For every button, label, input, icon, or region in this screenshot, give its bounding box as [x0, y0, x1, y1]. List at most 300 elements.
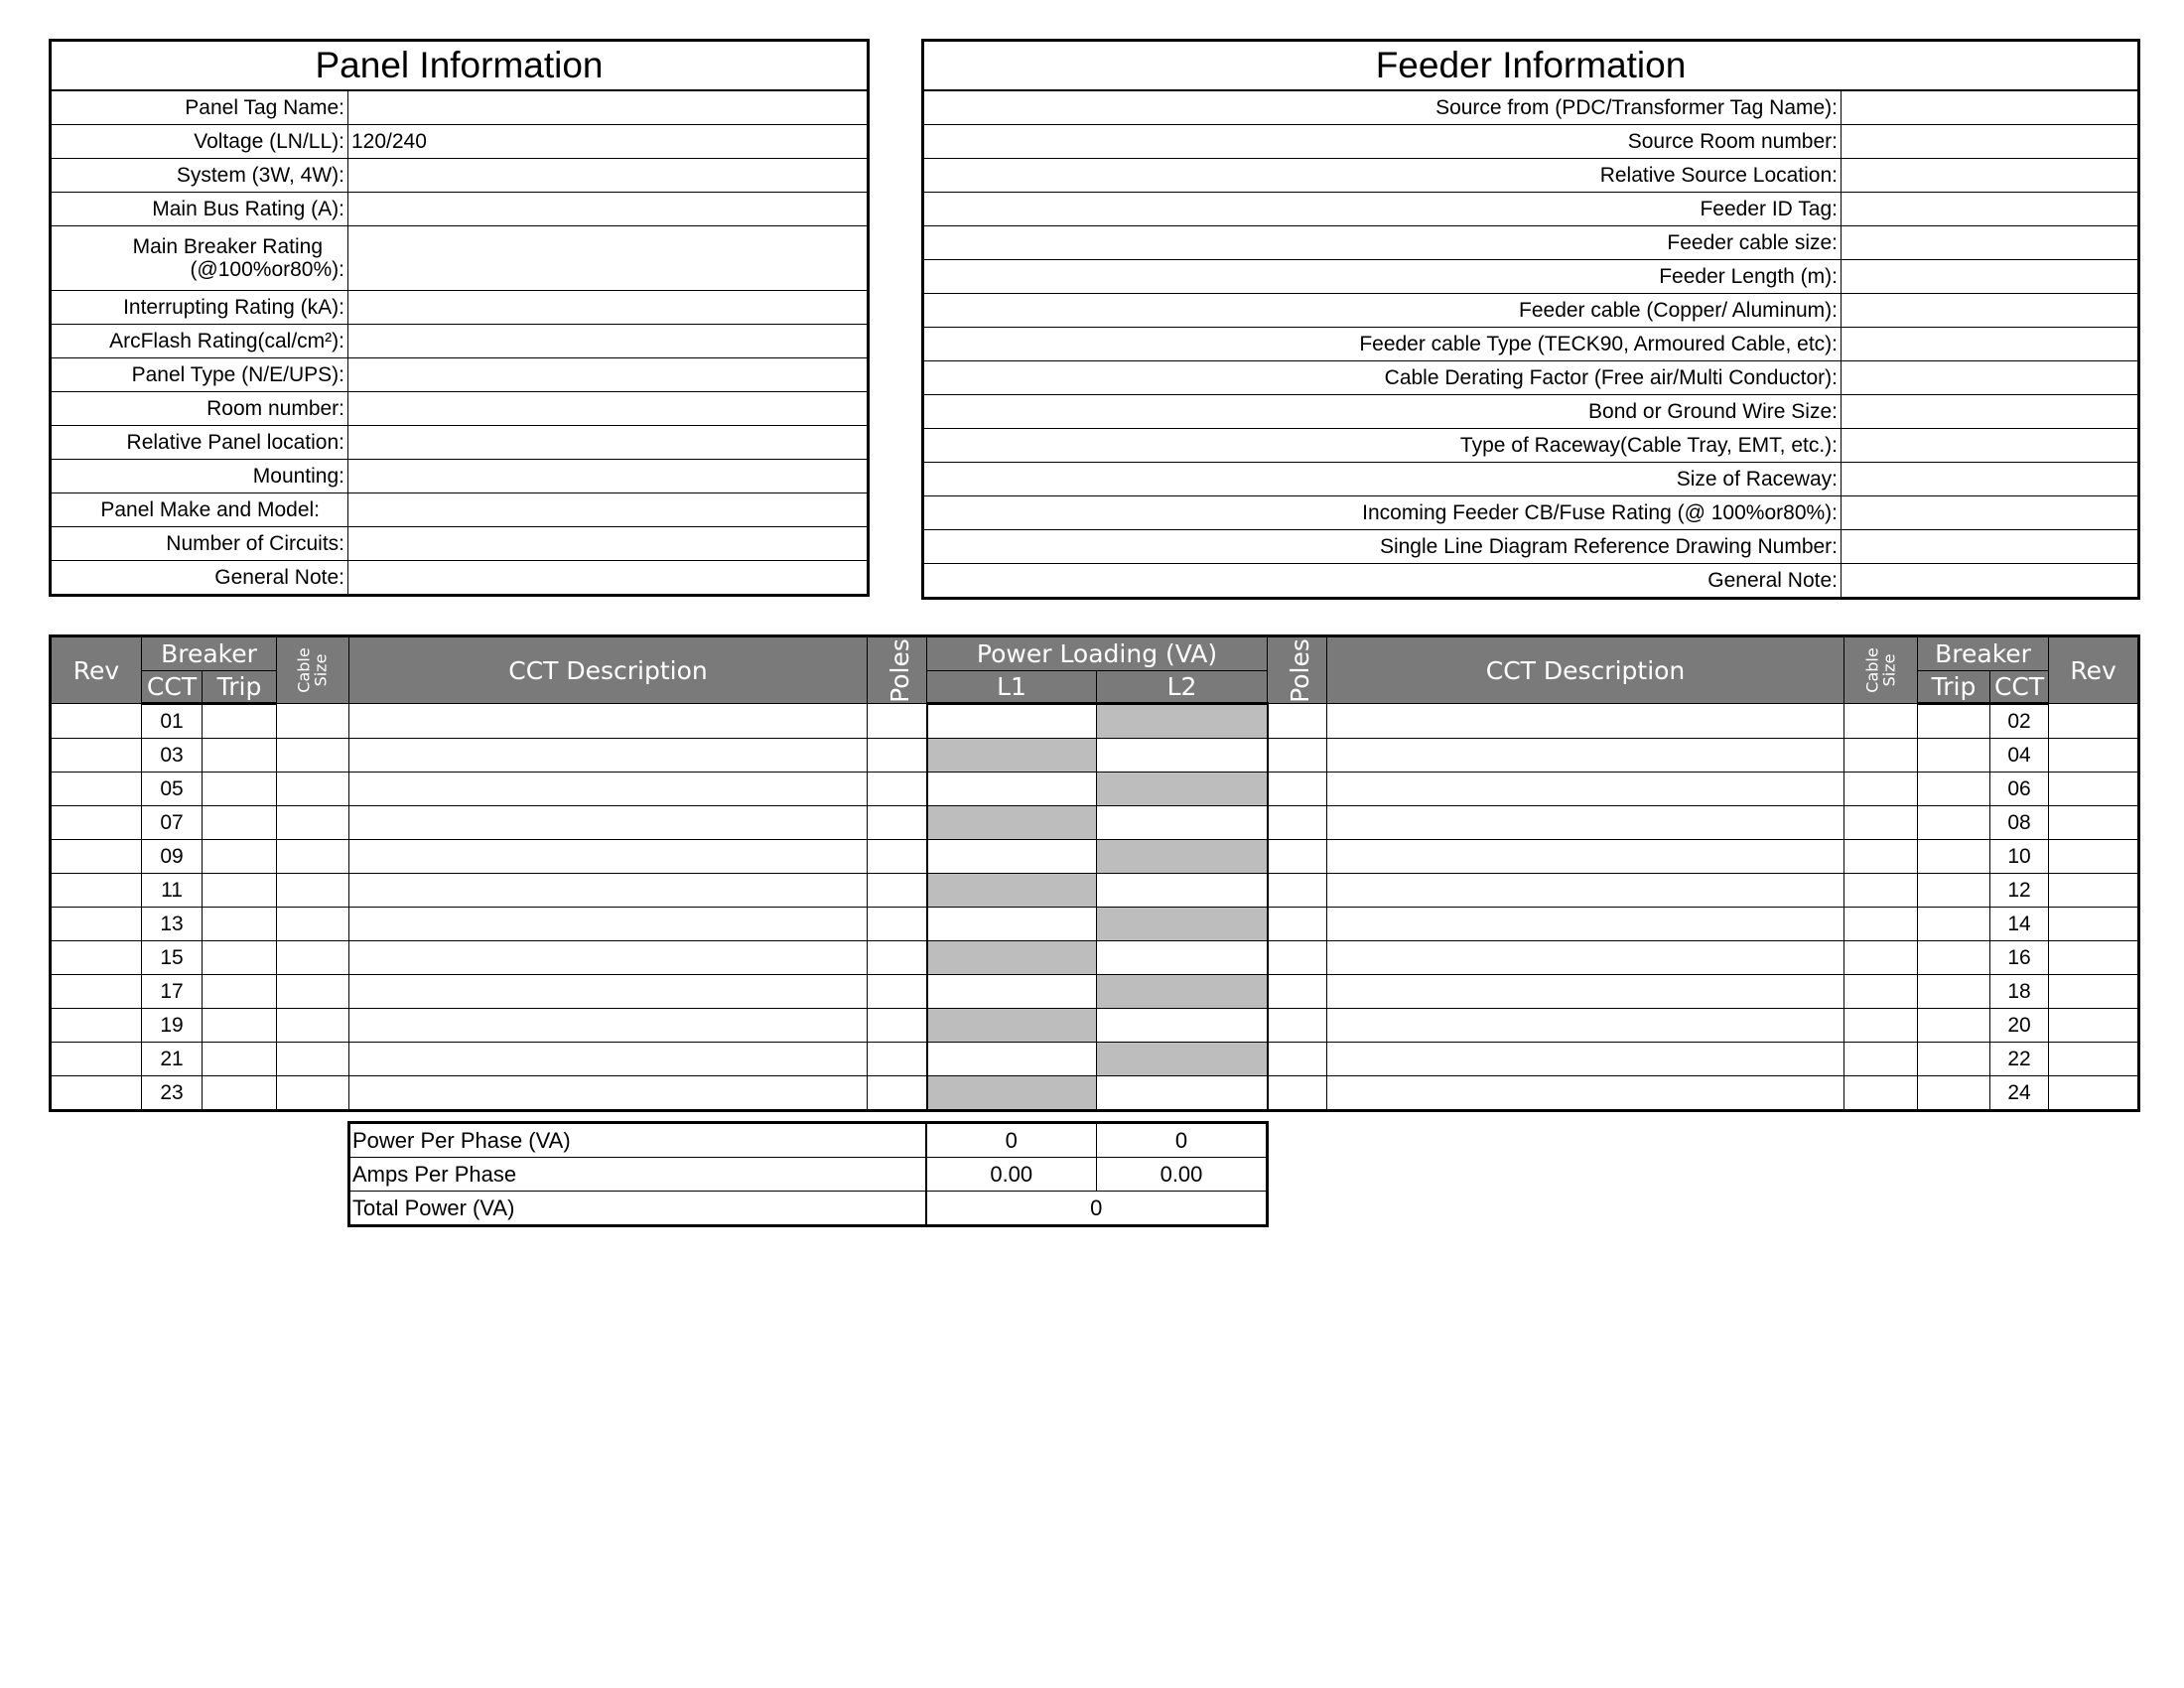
- poles-cell-right[interactable]: [1268, 840, 1327, 874]
- feeder-info-row: [923, 226, 2139, 260]
- power-per-phase-l1[interactable]: 0: [926, 1123, 1097, 1158]
- cct-number-right: 04: [1990, 739, 2049, 773]
- panel-info-value[interactable]: [348, 561, 869, 596]
- cable-size-cell-left[interactable]: [277, 704, 349, 739]
- panel-info-row: [51, 460, 869, 493]
- power-per-phase-row: [349, 1123, 1268, 1158]
- rev-cell-right[interactable]: [2049, 704, 2139, 739]
- l1-load-cell[interactable]: [927, 806, 1097, 840]
- rev-cell-left[interactable]: [51, 739, 142, 773]
- power-loading-header: Power Loading (VA): [927, 636, 1268, 671]
- l1-load-cell[interactable]: [927, 773, 1097, 806]
- l2-load-cell[interactable]: [1097, 908, 1268, 941]
- feeder-info-label: Feeder ID Tag:: [923, 193, 1842, 226]
- l1-load-cell[interactable]: [927, 908, 1097, 941]
- trip-cell-left[interactable]: [203, 739, 277, 773]
- cct-header-left: CCT: [142, 671, 203, 704]
- cct-description-cell-right[interactable]: [1327, 840, 1844, 874]
- feeder-info-label: Relative Source Location:: [923, 159, 1842, 193]
- cable-size-cell-left[interactable]: [277, 1076, 349, 1111]
- feeder-info-label: Type of Raceway(Cable Tray, EMT, etc.):: [923, 429, 1842, 463]
- cct-description-cell-left[interactable]: [349, 1009, 868, 1043]
- rev-cell-right[interactable]: [2049, 908, 2139, 941]
- feeder-info-value[interactable]: [1842, 530, 2139, 564]
- circuit-row: [51, 1076, 2139, 1111]
- poles-cell-right[interactable]: [1268, 704, 1327, 739]
- total-power-value[interactable]: 0: [926, 1192, 1268, 1226]
- poles-cell-left[interactable]: [868, 806, 927, 840]
- cct-description-cell-left[interactable]: [349, 840, 868, 874]
- cct-description-cell-left[interactable]: [349, 1043, 868, 1076]
- trip-cell-left[interactable]: [203, 773, 277, 806]
- panel-info-label: ArcFlash Rating(cal/cm²):: [51, 325, 348, 358]
- panel-info-row: [51, 527, 869, 561]
- l1-header: L1: [927, 671, 1097, 704]
- rev-cell-right[interactable]: [2049, 773, 2139, 806]
- feeder-info-value[interactable]: [1842, 294, 2139, 328]
- poles-cell-left[interactable]: [868, 1043, 927, 1076]
- panel-info-label: Panel Type (N/E/UPS):: [51, 358, 348, 392]
- panel-info-label: Panel Tag Name:: [51, 90, 348, 125]
- l2-load-cell[interactable]: [1097, 1043, 1268, 1076]
- poles-cell-left[interactable]: [868, 739, 927, 773]
- rev-cell-right[interactable]: [2049, 1076, 2139, 1111]
- trip-cell-right[interactable]: [1918, 1043, 1990, 1076]
- amps-per-phase-l1[interactable]: 0.00: [926, 1158, 1097, 1192]
- cct-number-right: 18: [1990, 975, 2049, 1009]
- circuit-row: [51, 773, 2139, 806]
- panel-info-value[interactable]: [348, 527, 869, 561]
- l1-load-cell[interactable]: [927, 874, 1097, 908]
- cct-number-left: 23: [142, 1076, 203, 1111]
- total-power-label: Total Power (VA): [349, 1192, 926, 1226]
- l2-load-cell[interactable]: [1097, 806, 1268, 840]
- feeder-info-label: Incoming Feeder CB/Fuse Rating (@ 100%or80%):: [923, 496, 1842, 530]
- feeder-info-value[interactable]: [1842, 159, 2139, 193]
- cable-size-cell-left[interactable]: [277, 840, 349, 874]
- trip-header-right: Trip: [1918, 671, 1990, 704]
- l2-load-cell[interactable]: [1097, 1076, 1268, 1111]
- feeder-info-label: Feeder Length (m):: [923, 260, 1842, 294]
- feeder-info-row: [923, 294, 2139, 328]
- feeder-info-value[interactable]: [1842, 395, 2139, 429]
- cct-description-cell-left[interactable]: [349, 739, 868, 773]
- feeder-info-row: [923, 530, 2139, 564]
- feeder-info-label: Single Line Diagram Reference Drawing Number:: [923, 530, 1842, 564]
- poles-cell-right[interactable]: [1268, 739, 1327, 773]
- total-power-row: [349, 1192, 1268, 1226]
- panel-info-label: System (3W, 4W):: [51, 159, 348, 193]
- poles-cell-right[interactable]: [1268, 1009, 1327, 1043]
- l2-load-cell[interactable]: [1097, 975, 1268, 1009]
- cct-description-cell-right[interactable]: [1327, 975, 1844, 1009]
- cct-description-cell-left[interactable]: [349, 806, 868, 840]
- rev-cell-right[interactable]: [2049, 1043, 2139, 1076]
- feeder-info-value[interactable]: [1842, 193, 2139, 226]
- cable-size-cell-right[interactable]: [1844, 773, 1918, 806]
- poles-cell-left[interactable]: [868, 941, 927, 975]
- feeder-info-label: Feeder cable Type (TECK90, Armoured Cable, etc):: [923, 328, 1842, 361]
- poles-cell-left[interactable]: [868, 874, 927, 908]
- cable-size-cell-left[interactable]: [277, 874, 349, 908]
- l1-load-cell[interactable]: [927, 1009, 1097, 1043]
- cct-description-cell-left[interactable]: [349, 773, 868, 806]
- poles-cell-left[interactable]: [868, 840, 927, 874]
- cct-number-right: 08: [1990, 806, 2049, 840]
- l1-load-cell[interactable]: [927, 975, 1097, 1009]
- cct-number-right: 02: [1990, 704, 2049, 739]
- feeder-info-label: Source from (PDC/Transformer Tag Name):: [923, 90, 1842, 125]
- poles-cell-left[interactable]: [868, 975, 927, 1009]
- circuit-row: [51, 1043, 2139, 1076]
- cct-number-left: 09: [142, 840, 203, 874]
- panel-info-value[interactable]: [348, 159, 869, 193]
- trip-cell-right[interactable]: [1918, 1009, 1990, 1043]
- cct-number-left: 03: [142, 739, 203, 773]
- feeder-information-title: Feeder Information: [923, 41, 2139, 91]
- feeder-info-value[interactable]: [1842, 463, 2139, 496]
- rev-cell-left[interactable]: [51, 1009, 142, 1043]
- panel-info-value[interactable]: [348, 392, 869, 426]
- circuit-row: [51, 840, 2139, 874]
- poles-cell-right[interactable]: [1268, 975, 1327, 1009]
- feeder-info-row: [923, 125, 2139, 159]
- trip-cell-right[interactable]: [1918, 773, 1990, 806]
- l1-load-cell[interactable]: [927, 1076, 1097, 1111]
- cct-number-left: 19: [142, 1009, 203, 1043]
- trip-cell-left[interactable]: [203, 840, 277, 874]
- cct-description-cell-right[interactable]: [1327, 739, 1844, 773]
- circuit-row: [51, 908, 2139, 941]
- feeder-info-value[interactable]: [1842, 90, 2139, 125]
- l2-load-cell[interactable]: [1097, 840, 1268, 874]
- poles-cell-right[interactable]: [1268, 1043, 1327, 1076]
- poles-cell-right[interactable]: [1268, 773, 1327, 806]
- feeder-info-label: Source Room number:: [923, 125, 1842, 159]
- panel-info-value[interactable]: [348, 426, 869, 460]
- rev-cell-left[interactable]: [51, 874, 142, 908]
- panel-info-row: [51, 125, 869, 159]
- cable-size-cell-left[interactable]: [277, 941, 349, 975]
- panel-info-label: Relative Panel location:: [51, 426, 348, 460]
- panel-info-row: [51, 493, 869, 527]
- feeder-info-row: [923, 328, 2139, 361]
- cct-header-right: CCT: [1990, 671, 2049, 704]
- feeder-info-value[interactable]: [1842, 328, 2139, 361]
- panel-info-value[interactable]: [348, 358, 869, 392]
- feeder-info-value[interactable]: [1842, 260, 2139, 294]
- cct-description-cell-right[interactable]: [1327, 908, 1844, 941]
- power-per-phase-l2[interactable]: 0: [1097, 1123, 1268, 1158]
- panel-info-label: Voltage (LN/LL):: [51, 125, 348, 159]
- cct-number-right: 06: [1990, 773, 2049, 806]
- trip-cell-right[interactable]: [1918, 975, 1990, 1009]
- panel-info-label: Panel Make and Model:: [51, 493, 348, 527]
- panel-info-value[interactable]: [348, 493, 869, 527]
- cable-size-cell-right[interactable]: [1844, 941, 1918, 975]
- cable-size-cell-right[interactable]: [1844, 806, 1918, 840]
- rev-cell-left[interactable]: [51, 908, 142, 941]
- l2-load-cell[interactable]: [1097, 941, 1268, 975]
- panel-info-row: [51, 291, 869, 325]
- cct-description-header-right: CCT Description: [1327, 636, 1844, 704]
- feeder-info-row: [923, 429, 2139, 463]
- l1-load-cell[interactable]: [927, 1043, 1097, 1076]
- feeder-info-label: Cable Derating Factor (Free air/Multi Conductor):: [923, 361, 1842, 395]
- feeder-info-value[interactable]: [1842, 226, 2139, 260]
- panel-info-value[interactable]: [348, 291, 869, 325]
- panel-info-value[interactable]: 120/240: [348, 125, 869, 159]
- rev-cell-left[interactable]: [51, 975, 142, 1009]
- poles-cell-right[interactable]: [1268, 941, 1327, 975]
- panel-info-label: Interrupting Rating (kA):: [51, 291, 348, 325]
- cct-number-left: 11: [142, 874, 203, 908]
- cable-size-cell-left[interactable]: [277, 739, 349, 773]
- feeder-info-row: [923, 90, 2139, 125]
- panel-info-value[interactable]: [348, 460, 869, 493]
- l1-load-cell[interactable]: [927, 941, 1097, 975]
- cct-description-cell-left[interactable]: [349, 941, 868, 975]
- circuit-row: [51, 874, 2139, 908]
- poles-cell-right[interactable]: [1268, 908, 1327, 941]
- cable-size-cell-right[interactable]: [1844, 1043, 1918, 1076]
- l2-load-cell[interactable]: [1097, 874, 1268, 908]
- poles-cell-left[interactable]: [868, 1076, 927, 1111]
- l1-load-cell[interactable]: [927, 739, 1097, 773]
- circuit-row: [51, 975, 2139, 1009]
- trip-cell-right[interactable]: [1918, 941, 1990, 975]
- cable-size-cell-right[interactable]: [1844, 704, 1918, 739]
- panel-info-value[interactable]: [348, 90, 869, 125]
- cct-description-header-left: CCT Description: [349, 636, 868, 704]
- trip-cell-left[interactable]: [203, 1009, 277, 1043]
- l2-load-cell[interactable]: [1097, 1009, 1268, 1043]
- cable-size-cell-right[interactable]: [1844, 975, 1918, 1009]
- feeder-info-value[interactable]: [1842, 361, 2139, 395]
- l2-header: L2: [1097, 671, 1268, 704]
- cct-number-left: 13: [142, 908, 203, 941]
- circuit-row: [51, 739, 2139, 773]
- rev-cell-right[interactable]: [2049, 739, 2139, 773]
- l1-load-cell[interactable]: [927, 840, 1097, 874]
- cct-description-cell-left[interactable]: [349, 1076, 868, 1111]
- panel-info-label: Main Bus Rating (A):: [51, 193, 348, 226]
- rev-cell-left[interactable]: [51, 1076, 142, 1111]
- panel-information-table: [49, 39, 870, 597]
- cct-description-cell-right[interactable]: [1327, 1009, 1844, 1043]
- cct-description-cell-right[interactable]: [1327, 773, 1844, 806]
- feeder-info-label: Feeder cable (Copper/ Aluminum):: [923, 294, 1842, 328]
- feeder-info-row: [923, 193, 2139, 226]
- feeder-info-row: [923, 496, 2139, 530]
- poles-cell-right[interactable]: [1268, 1076, 1327, 1111]
- trip-cell-right[interactable]: [1918, 806, 1990, 840]
- feeder-info-row: [923, 564, 2139, 599]
- rev-cell-right[interactable]: [2049, 840, 2139, 874]
- panel-info-value[interactable]: [348, 226, 869, 291]
- rev-cell-right[interactable]: [2049, 975, 2139, 1009]
- power-per-phase-label: Power Per Phase (VA): [349, 1123, 926, 1158]
- trip-cell-left[interactable]: [203, 975, 277, 1009]
- l1-load-cell[interactable]: [927, 704, 1097, 739]
- feeder-info-row: [923, 395, 2139, 429]
- rev-cell-right[interactable]: [2049, 806, 2139, 840]
- panel-info-row: [51, 193, 869, 226]
- cable-size-cell-right[interactable]: [1844, 1076, 1918, 1111]
- rev-cell-left[interactable]: [51, 704, 142, 739]
- trip-cell-right[interactable]: [1918, 908, 1990, 941]
- rev-cell-left[interactable]: [51, 1043, 142, 1076]
- trip-cell-right[interactable]: [1918, 739, 1990, 773]
- panel-info-row: [51, 426, 869, 460]
- circuit-row: [51, 941, 2139, 975]
- trip-cell-left[interactable]: [203, 704, 277, 739]
- cct-number-right: 12: [1990, 874, 2049, 908]
- circuit-row: [51, 1009, 2139, 1043]
- cable-size-cell-left[interactable]: [277, 773, 349, 806]
- cable-size-header-left: Cable Size: [277, 636, 349, 704]
- rev-header-right: Rev: [2049, 636, 2139, 704]
- breaker-header-right: Breaker: [1918, 636, 2049, 671]
- feeder-information-table: [921, 39, 2140, 600]
- trip-cell-right[interactable]: [1918, 704, 1990, 739]
- poles-header-right: Poles: [1268, 636, 1327, 704]
- circuit-row: [51, 806, 2139, 840]
- trip-cell-left[interactable]: [203, 806, 277, 840]
- panel-info-label: Main Breaker Rating (@100%or80%):: [51, 226, 348, 291]
- rev-cell-left[interactable]: [51, 773, 142, 806]
- circuit-schedule-table: [49, 634, 2140, 1112]
- rev-cell-right[interactable]: [2049, 1009, 2139, 1043]
- cct-number-right: 20: [1990, 1009, 2049, 1043]
- cct-description-cell-right[interactable]: [1327, 874, 1844, 908]
- poles-cell-left[interactable]: [868, 908, 927, 941]
- poles-header-left: Poles: [868, 636, 927, 704]
- cable-size-cell-right[interactable]: [1844, 840, 1918, 874]
- trip-cell-left[interactable]: [203, 1076, 277, 1111]
- feeder-info-value[interactable]: [1842, 564, 2139, 599]
- cct-description-cell-left[interactable]: [349, 874, 868, 908]
- trip-cell-left[interactable]: [203, 874, 277, 908]
- trip-cell-left[interactable]: [203, 941, 277, 975]
- panel-info-value[interactable]: [348, 325, 869, 358]
- feeder-info-value[interactable]: [1842, 429, 2139, 463]
- amps-per-phase-l2[interactable]: 0.00: [1097, 1158, 1268, 1192]
- cable-size-cell-left[interactable]: [277, 806, 349, 840]
- feeder-info-label: Bond or Ground Wire Size:: [923, 395, 1842, 429]
- panel-info-label: Room number:: [51, 392, 348, 426]
- feeder-info-row: [923, 159, 2139, 193]
- cable-size-cell-left[interactable]: [277, 975, 349, 1009]
- panel-information-title: Panel Information: [51, 41, 869, 91]
- panel-info-row: [51, 358, 869, 392]
- cable-size-cell-right[interactable]: [1844, 739, 1918, 773]
- cct-number-left: 07: [142, 806, 203, 840]
- cct-number-right: 24: [1990, 1076, 2049, 1111]
- feeder-info-row: [923, 361, 2139, 395]
- cct-number-left: 21: [142, 1043, 203, 1076]
- rev-header-left: Rev: [51, 636, 142, 704]
- cct-number-left: 01: [142, 704, 203, 739]
- panel-info-row: [51, 90, 869, 125]
- cable-size-cell-right[interactable]: [1844, 874, 1918, 908]
- cct-description-cell-right[interactable]: [1327, 941, 1844, 975]
- trip-cell-left[interactable]: [203, 1043, 277, 1076]
- rev-cell-left[interactable]: [51, 806, 142, 840]
- cable-size-cell-left[interactable]: [277, 1009, 349, 1043]
- cct-description-cell-left[interactable]: [349, 908, 868, 941]
- cable-size-cell-right[interactable]: [1844, 908, 1918, 941]
- feeder-info-row: [923, 260, 2139, 294]
- rev-cell-right[interactable]: [2049, 941, 2139, 975]
- amps-per-phase-row: [349, 1158, 1268, 1192]
- poles-cell-right[interactable]: [1268, 874, 1327, 908]
- panel-info-value[interactable]: [348, 193, 869, 226]
- breaker-header-left: Breaker: [142, 636, 277, 671]
- cct-number-right: 16: [1990, 941, 2049, 975]
- cct-number-right: 22: [1990, 1043, 2049, 1076]
- poles-cell-left[interactable]: [868, 704, 927, 739]
- cct-description-cell-left[interactable]: [349, 975, 868, 1009]
- panel-info-label: General Note:: [51, 561, 348, 596]
- poles-cell-left[interactable]: [868, 1009, 927, 1043]
- cct-number-right: 14: [1990, 908, 2049, 941]
- trip-cell-right[interactable]: [1918, 1076, 1990, 1111]
- cable-size-header-right: Cable Size: [1844, 636, 1918, 704]
- cable-size-cell-left[interactable]: [277, 908, 349, 941]
- feeder-info-value[interactable]: [1842, 125, 2139, 159]
- panel-info-row: [51, 392, 869, 426]
- trip-cell-right[interactable]: [1918, 874, 1990, 908]
- feeder-info-label: Size of Raceway:: [923, 463, 1842, 496]
- feeder-info-label: Feeder cable size:: [923, 226, 1842, 260]
- poles-cell-right[interactable]: [1268, 806, 1327, 840]
- cct-description-cell-right[interactable]: [1327, 806, 1844, 840]
- cct-number-left: 15: [142, 941, 203, 975]
- rev-cell-left[interactable]: [51, 941, 142, 975]
- cct-description-cell-right[interactable]: [1327, 1076, 1844, 1111]
- trip-cell-left[interactable]: [203, 908, 277, 941]
- feeder-info-row: [923, 463, 2139, 496]
- cct-description-cell-left[interactable]: [349, 704, 868, 739]
- panel-info-row: [51, 159, 869, 193]
- feeder-info-label: General Note:: [923, 564, 1842, 599]
- cct-number-left: 17: [142, 975, 203, 1009]
- panel-info-row: [51, 325, 869, 358]
- cct-description-cell-right[interactable]: [1327, 1043, 1844, 1076]
- amps-per-phase-label: Amps Per Phase: [349, 1158, 926, 1192]
- cable-size-cell-left[interactable]: [277, 1043, 349, 1076]
- panel-info-row: [51, 226, 869, 291]
- feeder-info-value[interactable]: [1842, 496, 2139, 530]
- l2-load-cell[interactable]: [1097, 739, 1268, 773]
- panel-info-label: Number of Circuits:: [51, 527, 348, 561]
- cct-description-cell-right[interactable]: [1327, 704, 1844, 739]
- rev-cell-right[interactable]: [2049, 874, 2139, 908]
- cable-size-cell-right[interactable]: [1844, 1009, 1918, 1043]
- cct-number-right: 10: [1990, 840, 2049, 874]
- trip-header-left: Trip: [203, 671, 277, 704]
- panel-info-label: Mounting:: [51, 460, 348, 493]
- circuit-row: [51, 704, 2139, 739]
- l2-load-cell[interactable]: [1097, 773, 1268, 806]
- poles-cell-left[interactable]: [868, 773, 927, 806]
- l2-load-cell[interactable]: [1097, 704, 1268, 739]
- totals-table: [347, 1121, 1269, 1227]
- panel-info-row: [51, 561, 869, 596]
- rev-cell-left[interactable]: [51, 840, 142, 874]
- trip-cell-right[interactable]: [1918, 840, 1990, 874]
